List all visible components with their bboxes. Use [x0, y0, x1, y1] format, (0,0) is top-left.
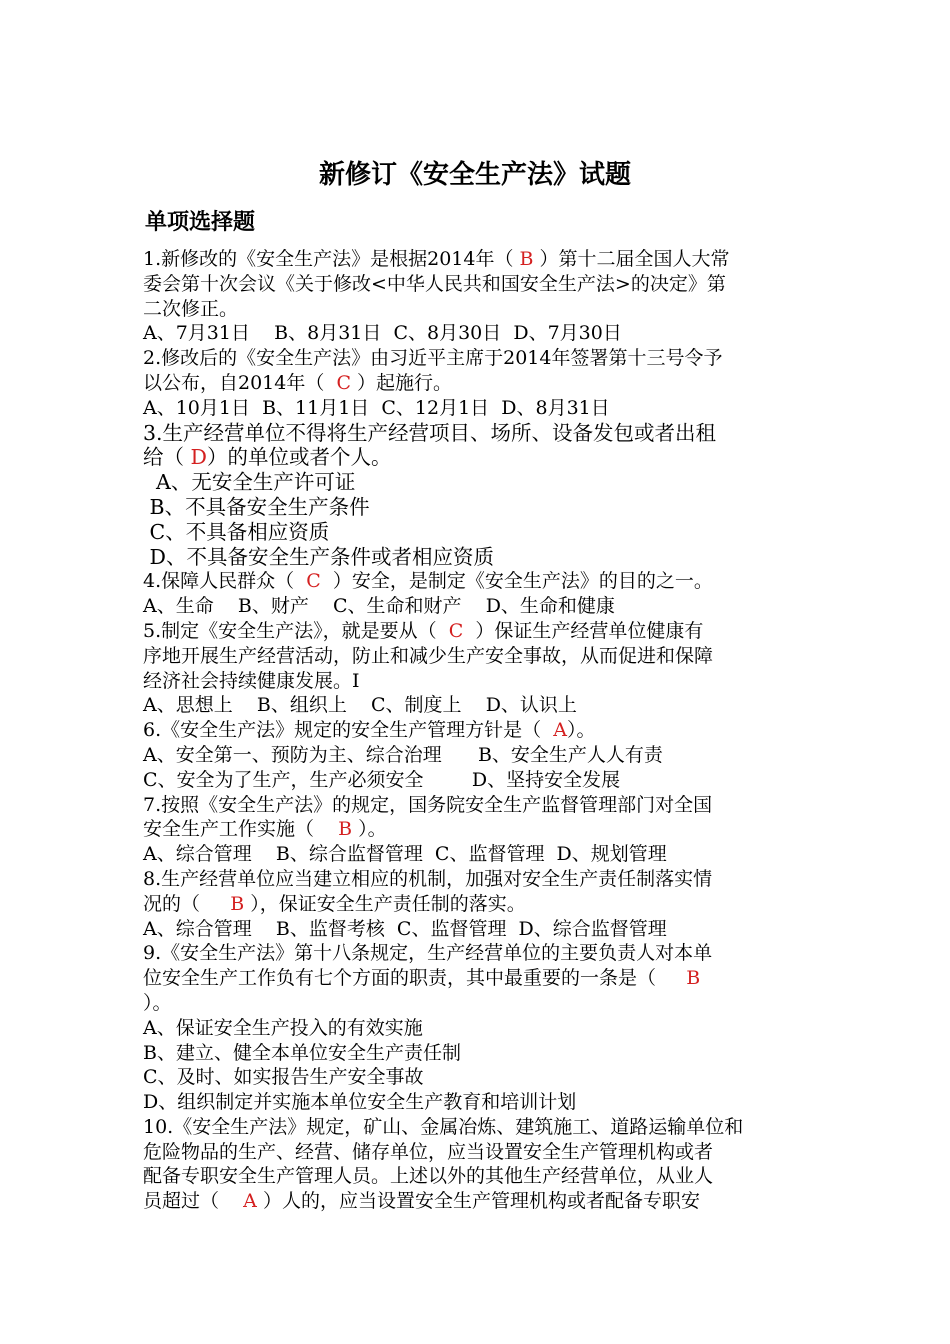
text-line [143, 421, 813, 446]
line-text: 安全生产工作实施（ [143, 818, 339, 841]
line-text: 以公布，自2014年（ [143, 371, 337, 394]
line-text-after: ）安全，是制定《安全生产法》的目的之一。 [320, 570, 713, 593]
line-text: 给（ [143, 445, 191, 470]
line-text: 员超过（ [143, 1190, 244, 1213]
line-text: 10.《安全生产法》规定，矿山、金属冶炼、建筑施工、道路运输单位和 [143, 1115, 744, 1138]
text-line [143, 545, 813, 570]
text-line [143, 1065, 813, 1090]
answer-letter: B [338, 818, 353, 841]
answer-letter: A [243, 1190, 257, 1213]
question-list [143, 247, 813, 1214]
line-text-after: ）人的，应当设置安全生产管理机构或者配备专职安 [256, 1190, 700, 1213]
text-line [143, 569, 813, 594]
line-text: 经济社会持续健康发展。I [143, 669, 360, 692]
answer-letter: C [336, 371, 351, 394]
text-line [143, 941, 813, 966]
line-text: 8.生产经营单位应当建立相应的机制，加强对安全生产责任制落实情 [143, 867, 713, 890]
line-text: 位安全生产工作负有七个方面的职责，其中最重要的一条是（ [143, 967, 687, 990]
answer-letter: B [686, 967, 701, 990]
line-text: A、7月31日 B、8月31日 C、8月30日 D、7月30日 [143, 322, 622, 345]
text-line [143, 991, 813, 1016]
section-heading: 单项选择题 [145, 210, 256, 235]
text-line [143, 297, 813, 322]
text-line [143, 445, 813, 470]
line-text-after: ），保证安全生产责任制的落实。 [244, 892, 526, 915]
line-text: 6.《安全生产法》规定的安全生产管理方针是（ [143, 719, 554, 742]
text-line [143, 842, 813, 867]
text-line [143, 966, 813, 991]
line-text: A、10月1日 B、11月1日 C、12月1日 D、8月31日 [143, 396, 610, 419]
text-line [143, 743, 813, 768]
line-text: A、保证安全生产投入的有效实施 [143, 1016, 423, 1039]
text-line [143, 718, 813, 743]
text-line [143, 892, 813, 917]
text-line [143, 594, 813, 619]
text-line [143, 1016, 813, 1041]
text-line [143, 520, 813, 545]
answer-letter: B [519, 248, 534, 270]
line-text: C、安全为了生产，生产必须安全 D、坚持安全发展 [143, 768, 621, 791]
line-text-after: ）。 [566, 719, 596, 742]
text-line [143, 619, 813, 644]
text-line [143, 1164, 813, 1189]
line-text-after: ）的单位或者个人。 [206, 445, 392, 470]
line-text: A、综合管理 B、综合监督管理 C、监督管理 D、规划管理 [143, 843, 667, 866]
text-line [143, 793, 813, 818]
line-text: 1.新修改的《安全生产法》是根据2014年（ [143, 248, 520, 270]
line-text: A、综合管理 B、监督考核 C、监督管理 D、综合监督管理 [143, 917, 667, 940]
line-text: 序地开展生产经营活动，防止和减少生产安全事故，从而促进和保障 [143, 644, 714, 667]
line-text: A、安全第一、预防为主、综合治理 B、安全生产人人有责 [143, 743, 663, 766]
line-text: A、生命 B、财产 C、生命和财产 D、生命和健康 [143, 595, 615, 618]
text-line [143, 817, 813, 842]
text-line [143, 1090, 813, 1115]
answer-letter: A [553, 719, 567, 742]
line-text: 3.生产经营单位不得将生产经营项目、场所、设备发包或者出租 [143, 420, 717, 445]
text-line [143, 247, 813, 272]
line-text: ）。 [143, 991, 172, 1014]
line-text: D、组织制定并实施本单位安全生产教育和培训计划 [143, 1091, 577, 1114]
answer-letter: C [448, 619, 464, 642]
text-line [143, 917, 813, 942]
text-line [143, 768, 813, 793]
line-text: 配备专职安全生产管理人员。上述以外的其他生产经营单位，从业人 [143, 1165, 714, 1188]
text-line [143, 669, 813, 694]
line-text-after: ）保证生产经营单位健康有 [463, 619, 704, 642]
text-line [143, 693, 813, 718]
line-text: C、及时、如实报告生产安全事故 [143, 1066, 424, 1089]
line-text: D、不具备安全生产条件或者相应资质 [143, 544, 494, 569]
page-title: 新修订《安全生产法》试题 [318, 160, 631, 190]
answer-letter: D [190, 445, 207, 470]
line-text: 4.保障人民群众（ [143, 570, 307, 593]
text-line [143, 371, 813, 396]
line-text: 危险物品的生产、经营、储存单位，应当设置安全生产管理机构或者 [143, 1140, 714, 1163]
line-text: C、不具备相应资质 [143, 519, 330, 544]
text-line [143, 470, 813, 495]
text-line [143, 1140, 813, 1165]
line-text-after: ）。 [352, 818, 387, 841]
line-text: A、无安全生产许可证 [143, 470, 356, 495]
answer-letter: C [306, 570, 321, 593]
line-text: 二次修正。 [143, 297, 239, 320]
line-text: 委会第十次会议《关于修改<中华人民共和国安全生产法>的决定》第 [143, 272, 726, 295]
line-text: 9.《安全生产法》第十八条规定，生产经营单位的主要负责人对本单 [143, 942, 713, 965]
text-line [143, 1189, 813, 1214]
line-text: 7.按照《安全生产法》的规定，国务院安全生产监督管理部门对全国 [143, 793, 713, 816]
text-line [143, 867, 813, 892]
text-line [143, 644, 813, 669]
text-line [143, 321, 813, 346]
line-text: B、建立、健全本单位安全生产责任制 [143, 1041, 461, 1064]
line-text-after: ）起施行。 [350, 371, 453, 394]
line-text: 况的（ [143, 892, 231, 915]
line-text-after: ）第十二届全国人大常 [533, 248, 730, 270]
text-line [143, 1041, 813, 1066]
line-text: 5.制定《安全生产法》，就是要从（ [143, 619, 449, 642]
text-line [143, 272, 813, 297]
line-text: A、思想上 B、组织上 C、制度上 D、认识上 [143, 694, 577, 717]
answer-letter: B [230, 892, 245, 915]
text-line [143, 1115, 813, 1140]
text-line [143, 346, 813, 371]
line-text: B、不具备安全生产条件 [143, 494, 370, 519]
line-text: 2.修改后的《安全生产法》由习近平主席于2014年签署第十三号令予 [143, 347, 723, 370]
text-line [143, 396, 813, 421]
text-line [143, 495, 813, 520]
